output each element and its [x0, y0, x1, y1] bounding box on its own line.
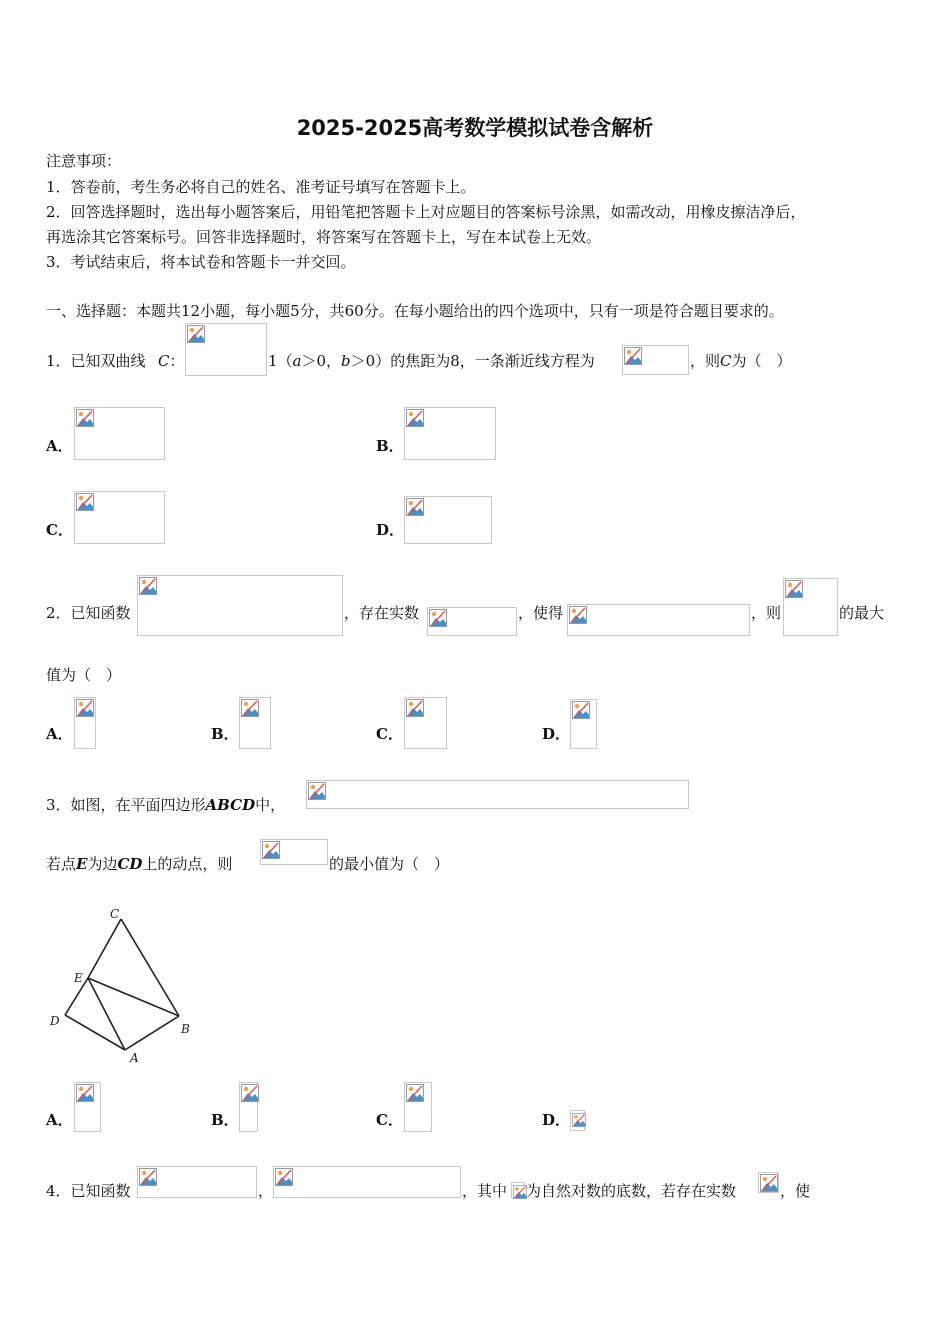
formula-image [137, 575, 343, 636]
option-d-label: D． [376, 521, 405, 539]
broken-image-icon [406, 1084, 424, 1102]
option-c-label: C． [46, 521, 73, 539]
question-1-text: 1（a＞0，b＞0）的焦距为8，一条渐近线方程为 [268, 352, 595, 370]
option-a-label: A． [46, 1111, 73, 1129]
question-4-text: ，其中 [462, 1182, 508, 1200]
question-2-text: ，存在实数 [344, 604, 420, 622]
question-3-line2-end: 的最小值为（ ） [329, 855, 450, 873]
broken-image-icon [513, 1184, 527, 1198]
formula-image [570, 1110, 585, 1131]
figure-label-a: A [130, 1051, 139, 1065]
broken-image-icon [139, 1168, 157, 1186]
page-title: 2025-2025高考数学模拟试卷含解析 [296, 116, 654, 140]
formula-image [74, 407, 165, 460]
broken-image-icon [76, 1084, 94, 1102]
section-heading: 一、选择题：本题共12小题，每小题5分，共60分。在每小题给出的四个选项中，只有一项是符合题目要求的。 [46, 302, 784, 320]
question-4-text: ， [258, 1182, 274, 1200]
question-2-prefix: 2．已知函数 [46, 604, 131, 622]
question-4-text: ，使 [780, 1182, 811, 1200]
formula-image [758, 1172, 779, 1193]
broken-image-icon [275, 1168, 293, 1186]
question-3-text: 3．如图，在平面四边形ABCD中， [46, 796, 286, 814]
option-a-label: A． [46, 725, 73, 743]
option-c-label: C． [376, 1111, 403, 1129]
broken-image-icon [187, 325, 205, 343]
question-1-end: ，则C为（ ） [690, 352, 792, 370]
broken-image-icon [406, 409, 424, 427]
broken-image-icon [308, 782, 326, 800]
formula-image [511, 1182, 525, 1198]
formula-image [306, 780, 689, 809]
notice-item: 1．答卷前，考生务必将自己的姓名、准考证号填写在答题卡上。 [46, 178, 476, 196]
option-b-label: B． [376, 437, 404, 455]
broken-image-icon [785, 580, 803, 598]
formula-image [427, 607, 517, 636]
notice-item: 3．考试结束后，将本试卷和答题卡一并交回。 [46, 253, 356, 271]
question-2-text: 的最大 [839, 604, 885, 622]
broken-image-icon [76, 409, 94, 427]
figure-label-b: B [181, 1022, 190, 1036]
option-c-label: C． [376, 725, 403, 743]
formula-image [137, 1166, 257, 1198]
broken-image-icon [76, 699, 94, 717]
option-d-label: D． [542, 1111, 571, 1129]
formula-image [622, 345, 689, 375]
formula-image [74, 491, 165, 544]
figure-label-c: C [110, 907, 120, 921]
question-2-line2: 值为（ ） [46, 666, 122, 684]
formula-image [404, 407, 496, 460]
formula-image [185, 323, 267, 376]
formula-image [570, 699, 597, 749]
question-4-text: 为自然对数的底数，若存在实数 [526, 1182, 737, 1200]
option-d-label: D． [542, 725, 571, 743]
broken-image-icon [406, 498, 424, 516]
formula-image [273, 1166, 461, 1198]
question-2-text: ，则 [751, 604, 782, 622]
broken-image-icon [241, 1084, 259, 1102]
notice-item: 2．回答选择题时，选出每小题答案后，用铅笔把答题卡上对应题目的答案标号涂黑，如需改动，用橡皮擦洁净后， [46, 203, 806, 221]
broken-image-icon [262, 841, 280, 859]
formula-image [260, 839, 328, 865]
option-b-label: B． [211, 1111, 239, 1129]
quadrilateral-figure [40, 900, 210, 1070]
option-b-label: B． [211, 725, 239, 743]
var-c: C： [158, 352, 185, 370]
figure-label-e: E [74, 971, 83, 985]
formula-image [404, 1082, 432, 1132]
formula-image [567, 604, 750, 636]
notice-heading: 注意事项： [46, 152, 122, 170]
broken-image-icon [624, 347, 642, 365]
question-4-prefix: 4．已知函数 [46, 1182, 131, 1200]
figure-label-d: D [50, 1014, 60, 1028]
notice-item: 再选涂其它答案标号。回答非选择题时，将答案写在答题卡上，写在本试卷上无效。 [46, 228, 602, 246]
broken-image-icon [406, 699, 424, 717]
question-3-line2: 若点E为边CD上的动点，则 [46, 855, 233, 873]
broken-image-icon [572, 701, 590, 719]
formula-image [239, 1082, 258, 1132]
question-1-prefix: 1．已知双曲线 [46, 352, 146, 370]
formula-image [74, 697, 96, 749]
broken-image-icon [429, 609, 447, 627]
formula-image [404, 496, 492, 544]
broken-image-icon [76, 493, 94, 511]
broken-image-icon [760, 1174, 778, 1192]
broken-image-icon [572, 1112, 586, 1126]
formula-image [404, 697, 447, 749]
broken-image-icon [139, 577, 157, 595]
question-2-text: ，使得 [518, 604, 564, 622]
option-a-label: A． [46, 437, 73, 455]
broken-image-icon [569, 606, 587, 624]
formula-image [74, 1082, 101, 1132]
formula-image [783, 578, 838, 636]
broken-image-icon [241, 699, 259, 717]
formula-image [239, 697, 271, 749]
